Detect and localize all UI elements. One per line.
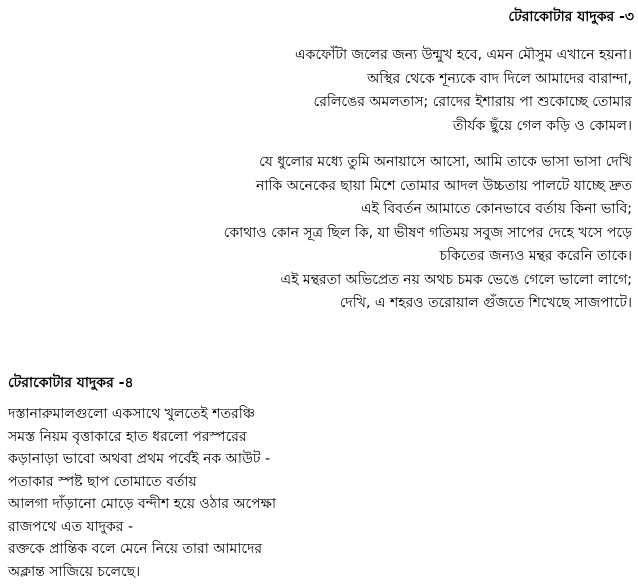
poem-line: পতাকার স্পষ্ট ছাপ তোমাতে বর্তায় — [8, 473, 197, 490]
poem-line: এই মন্থরতা অভিপ্রেত নয় অথচ চমক ভেঙে গেলে ভালো লাগে; — [280, 271, 632, 288]
poem-line: আলগা দাঁড়ানো মোড়ে বন্দীশ হয়ে ওঠার অপেক্ষা — [8, 496, 277, 512]
poem-line: চকিতের জন্যও মন্থর করেনি তাকে। — [439, 248, 632, 264]
poem-3-stanza-1 — [295, 44, 632, 138]
poem-line: তীর্যক ছুঁয়ে গেল কড়ি ও কোমল। — [452, 117, 632, 134]
poem-line: একফোঁটা জলের জন্য উন্মুখ হবে, এমন মৌসুম এখানে হয়না। — [295, 47, 632, 63]
poem-line: রাজপথে এত যাদুকর - — [8, 518, 134, 535]
poem-line: অস্থির থেকে শূন্যকে বাদ দিলে আমাদের বারান্দা, — [367, 70, 632, 87]
poem-line: নাকি অনেকের ছায়া মিশে তোমার আদল উচ্চতায় পালটে যাচ্ছে দ্রুত — [256, 177, 632, 194]
poem-3-title: টেরাকোটার যাদুকর -৩ — [508, 9, 634, 25]
poem-3-stanza-2 — [224, 151, 632, 316]
poem-4-stanza — [8, 403, 276, 583]
poem-4-title: টেরাকোটার যাদুকর -৪ — [8, 375, 134, 391]
poem-line: রক্তকে প্রান্তিক বলে মেনে নিয়ে তারা আমাদের — [8, 541, 263, 557]
poem-line: রেলিঙের অমলতাস; রোদের ইশারায় পা শুকোচ্ছে তোমার — [313, 94, 632, 110]
poem-line: এই বিবর্তন আমাতে কোনভাবে বর্তায় কিনা ভাবি; — [360, 201, 632, 217]
poem-line: কড়ানাড়া ভাবো অথবা প্রথম পর্বেই নক আউট - — [8, 451, 271, 467]
poem-line: দেখি, এ শহরও তরোয়াল গুঁজতে শিখেছে সাজপাটে। — [339, 295, 632, 311]
poem-line: অক্লান্ত সাজিয়ে চলেছে। — [8, 563, 141, 580]
poem-line: কোথাও কোন সূত্র ছিল কি, যা ভীষণ গতিময় সবুজ সাপের দেহে খসে পড়ে — [223, 224, 632, 241]
poem-line: যে ধুলোর মধ্যে তুমি অনায়াসে আসো, আমি তাকে ভাসা ভাসা দেখি — [259, 154, 632, 170]
poem-line: সমস্ত নিয়ম বৃত্তাকারে হাত ধরলো পরস্পরের — [8, 428, 247, 445]
poem-line: দস্তানারুমালগুলো একসাথে খুলতেই শতরঞ্চি — [8, 406, 255, 422]
